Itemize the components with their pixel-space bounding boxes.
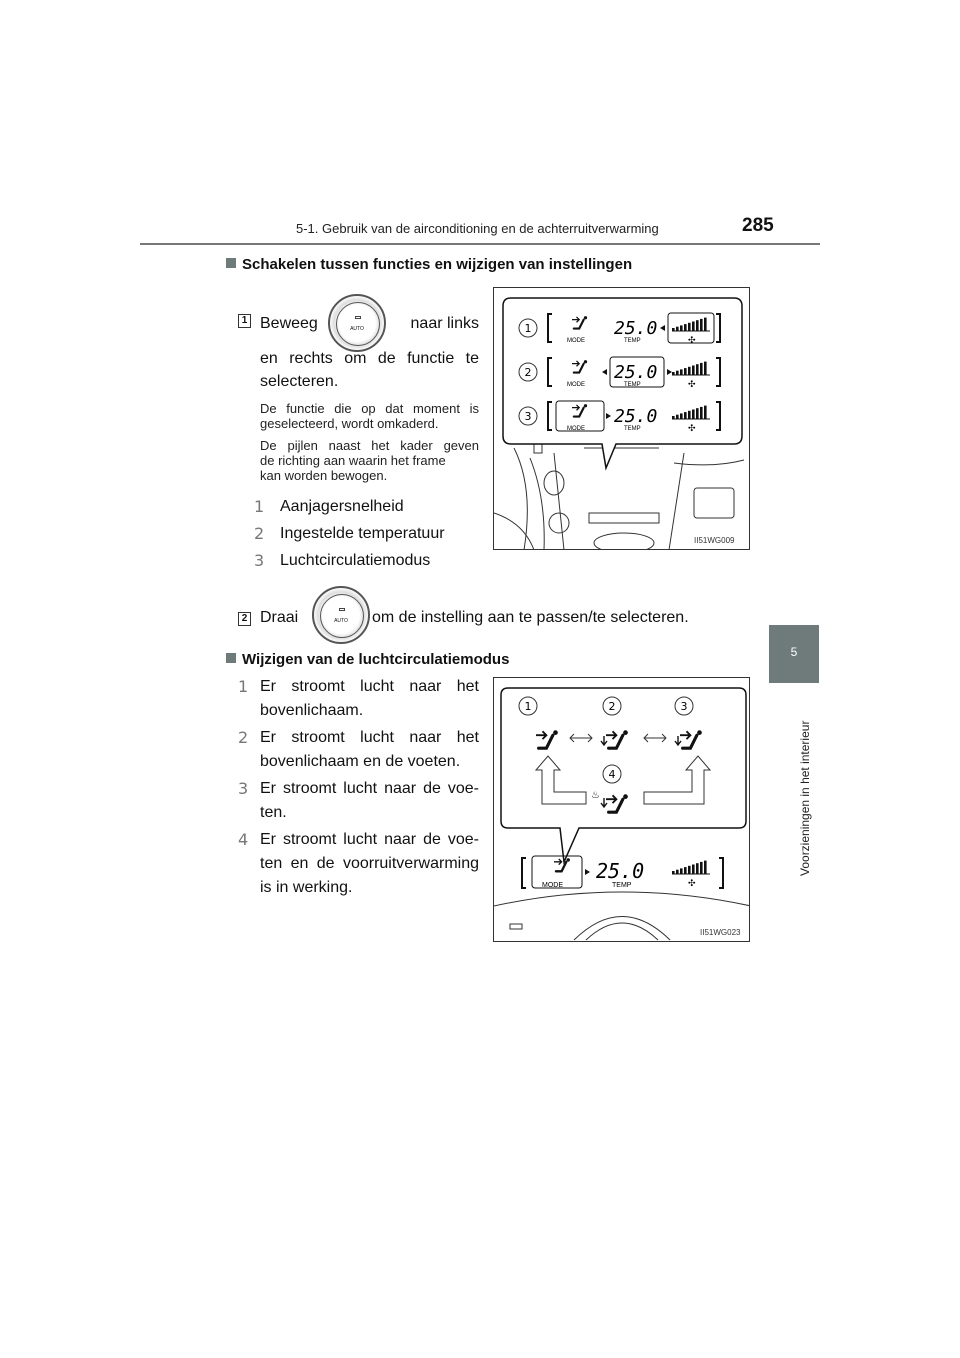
mode-label: MODE bbox=[567, 338, 585, 344]
svg-text:✣: ✣ bbox=[688, 879, 696, 889]
heading-square-icon bbox=[226, 258, 236, 268]
chapter-label: Voorzieningen in het interieur bbox=[798, 720, 812, 876]
temp-label: TEMP bbox=[624, 382, 641, 388]
circulation-item-line: Er stroomt lucht naar het bbox=[260, 729, 479, 746]
circulation-item-line: is in werking. bbox=[260, 879, 353, 896]
temp-label: TEMP bbox=[612, 882, 632, 889]
list-item-number: 4 bbox=[238, 830, 249, 849]
temp-label: TEMP bbox=[624, 338, 641, 344]
temperature-value: 25.0 bbox=[614, 362, 658, 383]
figure-circulation-modes bbox=[493, 677, 750, 942]
figure-code: II51WG023 bbox=[700, 928, 741, 937]
circulation-mode-illustration bbox=[494, 678, 750, 942]
step2-word-before: Draai bbox=[260, 609, 299, 626]
page-number: 285 bbox=[742, 215, 774, 236]
temperature-value: 25.0 bbox=[596, 859, 645, 883]
svg-text:✣: ✣ bbox=[688, 380, 696, 390]
section-heading-switching: Schakelen tussen functies en wijzigen van instellingen bbox=[226, 256, 632, 273]
circulation-item-line: Er stroomt lucht naar het bbox=[260, 678, 479, 695]
mode-label: MODE bbox=[542, 882, 563, 889]
circulation-item-line: bovenlichaam. bbox=[260, 702, 364, 719]
note-line: de richting aan waarin het frame bbox=[260, 453, 446, 468]
auto-knob-icon: AUTO bbox=[328, 294, 386, 352]
list-item-temperature: Ingestelde temperatuur bbox=[280, 525, 445, 542]
circulation-item-line: bovenlichaam en de voeten. bbox=[260, 753, 461, 770]
arrow-right-icon bbox=[585, 869, 590, 875]
figure-display-functions bbox=[493, 287, 750, 550]
section-heading-circulation: Wijzigen van de luchtcirculatiemodus bbox=[226, 651, 509, 668]
step2-text: om de instelling aan te passen/te selecteren. bbox=[372, 609, 689, 626]
auto-knob-icon: AUTO bbox=[312, 586, 370, 644]
list-item-number: 1 bbox=[238, 677, 249, 696]
fan-speed-bar-icon bbox=[672, 861, 710, 889]
section-title: 5-1. Gebruik van de airconditioning en de achterruitverwarming bbox=[296, 221, 659, 236]
temp-label: TEMP bbox=[624, 426, 641, 432]
climate-display-illustration bbox=[494, 288, 750, 550]
airflow-seat-icon bbox=[554, 858, 570, 871]
mode-label: MODE bbox=[567, 426, 585, 432]
svg-text:✣: ✣ bbox=[688, 336, 696, 346]
defroster-icon: ♨ bbox=[591, 790, 600, 801]
list-item-number: 3 bbox=[238, 779, 249, 798]
list-item-number: 2 bbox=[254, 524, 265, 543]
temperature-value: 25.0 bbox=[614, 406, 658, 427]
list-item-circulation: Luchtcirculatiemodus bbox=[280, 552, 431, 569]
temperature-value: 25.0 bbox=[614, 318, 658, 339]
circulation-item-line: ten en de voorruitverwarming bbox=[260, 855, 479, 872]
note-line: De pijlen naast het kader geven bbox=[260, 438, 479, 453]
mode-number: 2 bbox=[608, 700, 616, 713]
mode-number: 4 bbox=[608, 768, 616, 781]
row-number: 1 bbox=[524, 322, 532, 335]
mode-label: MODE bbox=[567, 382, 585, 388]
step-marker-1: 1 bbox=[238, 314, 251, 328]
svg-text:✣: ✣ bbox=[688, 424, 696, 434]
mode-number: 3 bbox=[680, 700, 688, 713]
step1-line-3: selecteren. bbox=[260, 373, 339, 390]
note-line: kan worden bewogen. bbox=[260, 468, 388, 483]
list-item-number: 2 bbox=[238, 728, 249, 747]
header-divider bbox=[140, 243, 820, 245]
row-number: 3 bbox=[524, 410, 532, 423]
note-line: De functie die op dat moment is bbox=[260, 401, 479, 416]
heading-square-icon bbox=[226, 653, 236, 663]
mode-number: 1 bbox=[524, 700, 532, 713]
figure-code: II51WG009 bbox=[694, 536, 735, 545]
list-item-number: 3 bbox=[254, 551, 265, 570]
note-line: geselecteerd, wordt omkaderd. bbox=[260, 416, 439, 431]
chapter-tab: 5 bbox=[769, 625, 819, 683]
circulation-item-line: ten. bbox=[260, 804, 287, 821]
step1-word-after: naar links bbox=[410, 315, 479, 332]
list-item-number: 1 bbox=[254, 497, 265, 516]
row-number: 2 bbox=[524, 366, 532, 379]
step-marker-2: 2 bbox=[238, 612, 251, 626]
step1-word-before: Beweeg bbox=[260, 315, 318, 332]
circulation-item-line: Er stroomt lucht naar de voe- bbox=[260, 780, 479, 797]
circulation-item-line: Er stroomt lucht naar de voe- bbox=[260, 831, 479, 848]
step1-line-2: en rechts om de functie te bbox=[260, 350, 479, 367]
list-item-fan-speed: Aanjagersnelheid bbox=[280, 498, 404, 515]
